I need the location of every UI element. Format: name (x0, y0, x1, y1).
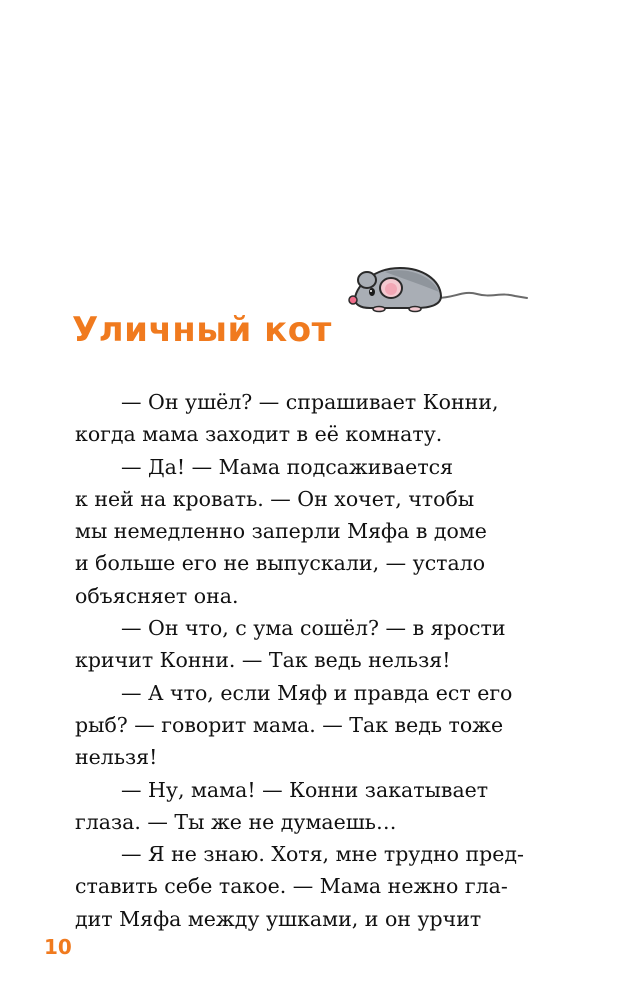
text-line: объясняет она. (75, 583, 239, 608)
text-line: глаза. — Ты же не думаешь… (75, 809, 397, 834)
text-line: дит Мяфа между ушками, и он урчит (75, 906, 482, 931)
text-line: — А что, если Мяф и правда ест его (121, 680, 513, 705)
body-text (75, 386, 535, 935)
text-line: к ней на кровать. — Он хочет, чтобы (75, 486, 475, 511)
text-line: кричит Конни. — Так ведь нельзя! (75, 648, 451, 673)
text-line: ставить себе такое. — Мама нежно гла- (75, 874, 508, 899)
text-line: нельзя! (75, 745, 158, 770)
text-line: — Я не знаю. Хотя, мне трудно пред- (121, 842, 524, 867)
text-line: — Ну, мама! — Конни закатывает (121, 777, 489, 802)
text-line: — Да! — Мама подсаживается (121, 454, 454, 479)
text-line: мы немедленно заперли Мяфа в доме (75, 519, 487, 544)
text-line: рыб? — говорит мама. — Так ведь тоже (75, 712, 504, 737)
text-line: — Он что, с ума сошёл? — в ярости (121, 616, 506, 641)
page-number: 10 (44, 935, 72, 959)
text-line: и больше его не выпускали, — устало (75, 551, 486, 576)
text-line: когда мама заходит в её комнату. (75, 422, 443, 447)
text-line: — Он ушёл? — спрашивает Конни, (121, 390, 499, 414)
mouse-icon (345, 258, 535, 318)
chapter-title: Уличный кот (72, 310, 332, 350)
